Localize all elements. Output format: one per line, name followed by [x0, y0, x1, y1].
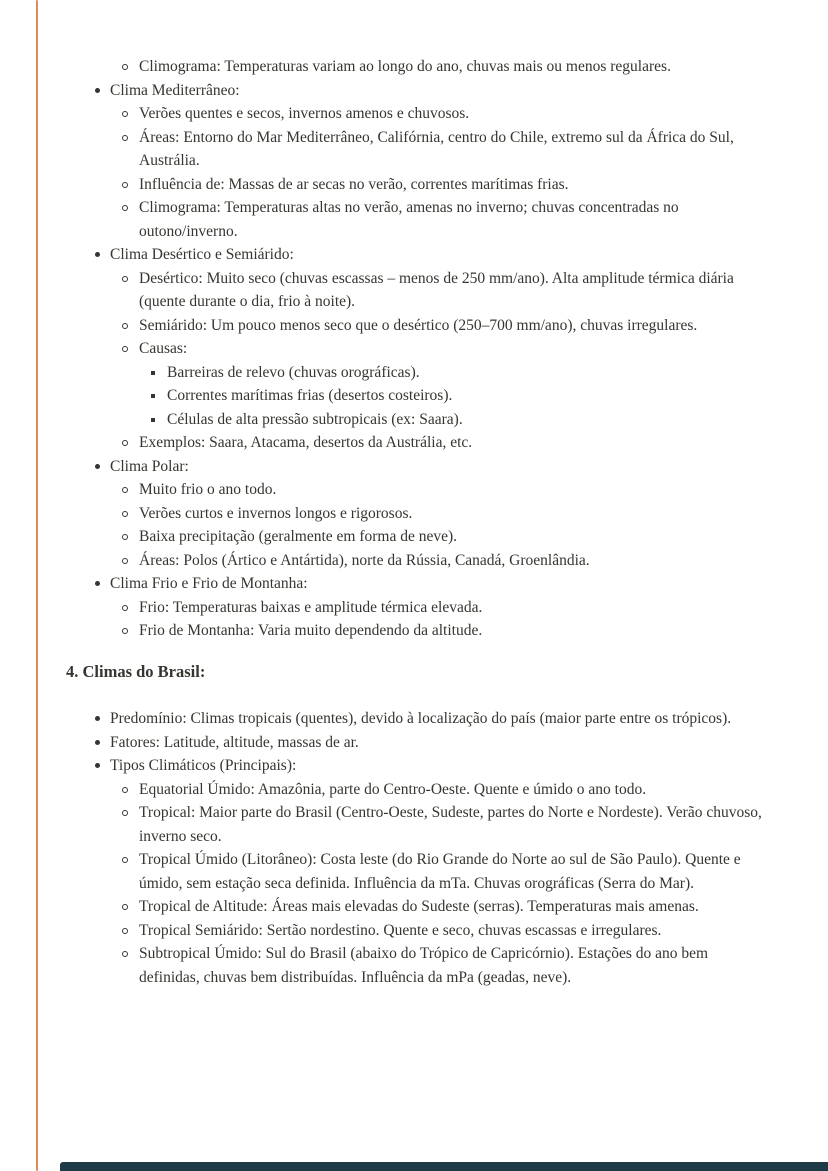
- list-item: [151, 408, 772, 432]
- list-item-text: Tropical Semiárido: Sertão nordestino. Quente e seco, chuvas escassas e irregulares.: [139, 921, 662, 939]
- bullet-disc-icon: [95, 88, 100, 93]
- bullet-disc-icon: [95, 581, 100, 586]
- list-item: [122, 549, 772, 573]
- list-item: [95, 79, 772, 103]
- list-item-text: Áreas: Entorno do Mar Mediterrâneo, Califórnia, centro do Chile, extremo sul da África do Sul, Austrália.: [139, 128, 734, 169]
- list-item-text: Tropical de Altitude: Áreas mais elevadas do Sudeste (serras). Temperaturas mais amenas.: [139, 898, 699, 915]
- bullet-circle-icon: [122, 928, 128, 934]
- bullet-circle-icon: [122, 511, 128, 517]
- bullet-circle-icon: [122, 205, 128, 211]
- list-item: [122, 337, 772, 361]
- list-item: [122, 525, 772, 549]
- list-item: [122, 196, 772, 243]
- list-item-text: Verões curtos e invernos longos e rigorosos.: [139, 504, 413, 522]
- list-item: [122, 267, 772, 314]
- list-item-text: Tropical: Maior parte do Brasil (Centro-Oeste, Sudeste, partes do Norte e Nordeste). Verão chuvoso, inverno seco.: [139, 804, 762, 845]
- bullet-circle-icon: [122, 951, 128, 957]
- list-item: [151, 361, 772, 385]
- list-item-text: Fatores: Latitude, altitude, massas de ar.: [110, 733, 359, 751]
- list-item-text: Clima Mediterrâneo:: [110, 81, 240, 99]
- list-item: [151, 384, 772, 408]
- bullet-circle-icon: [122, 440, 128, 446]
- bullet-circle-icon: [122, 487, 128, 493]
- list-item-text: Áreas: Polos (Ártico e Antártida), norte da Rússia, Canadá, Groenlândia.: [139, 551, 590, 569]
- list-item-text: Frio: Temperaturas baixas e amplitude térmica elevada.: [139, 598, 483, 616]
- list-item: [95, 731, 772, 755]
- bullet-square-icon: [151, 394, 155, 398]
- bullet-disc-icon: [95, 763, 100, 768]
- list-item-text: Verões quentes e secos, invernos amenos e chuvosos.: [139, 105, 470, 122]
- bullet-disc-icon: [95, 716, 100, 721]
- bullet-circle-icon: [122, 534, 128, 540]
- list-item: [122, 919, 772, 943]
- list-item: [122, 778, 772, 802]
- list-item-text: Predomínio: Climas tropicais (quentes), devido à localização do país (maior parte entre os trópicos).: [110, 710, 732, 727]
- next-section-banner: [60, 1162, 828, 1171]
- list-item: [122, 596, 772, 620]
- list-item: [122, 173, 772, 197]
- list-item: [122, 848, 772, 895]
- list-item-text: Clima Desértico e Semiárido:: [110, 246, 294, 263]
- bullet-disc-icon: [95, 740, 100, 745]
- list-item: [122, 895, 772, 919]
- bullet-circle-icon: [122, 628, 128, 634]
- list-item: [95, 243, 772, 267]
- list-item: [122, 431, 772, 455]
- list-item-text: Muito frio o ano todo.: [139, 481, 277, 498]
- bullet-circle-icon: [122, 810, 128, 816]
- list-item-text: Exemplos: Saara, Atacama, desertos da Austrália, etc.: [139, 434, 473, 451]
- bullet-disc-icon: [95, 252, 100, 257]
- list-item-text: Células de alta pressão subtropicais (ex: Saara).: [167, 410, 463, 428]
- list-item-text: Clima Polar:: [110, 457, 189, 475]
- left-accent-line: [36, 0, 38, 1171]
- list-item: [95, 455, 772, 479]
- bullet-circle-icon: [122, 276, 128, 282]
- bullet-circle-icon: [122, 904, 128, 910]
- list-item: [95, 572, 772, 596]
- bullet-circle-icon: [122, 558, 128, 564]
- bullet-circle-icon: [122, 346, 128, 352]
- list-item-text: Desértico: Muito seco (chuvas escassas – menos de 250 mm/ano). Alta amplitude térmica diária (quente durante o dia, frio à noite).: [139, 269, 734, 310]
- list-item-text: Climograma: Temperaturas altas no verão, amenas no inverno; chuvas concentradas no outono/inverno.: [139, 199, 679, 240]
- bullet-circle-icon: [122, 182, 128, 188]
- list-item-text: Subtropical Úmido: Sul do Brasil (abaixo do Trópico de Capricórnio). Estações do ano bem definidas, chuvas bem distribuídas. Influência da mPa (geadas, neve).: [139, 945, 709, 986]
- document-content: [66, 55, 772, 989]
- list-item-text: Tropical Úmido (Litorâneo): Costa leste (do Rio Grande do Norte ao sul de São Paulo). Quente e úmido, sem estação seca definida. Influência da mTa. Chuvas orográficas (Serra do Mar).: [139, 851, 741, 892]
- bullet-disc-icon: [95, 464, 100, 469]
- list-item-text: Clima Frio e Frio de Montanha:: [110, 575, 308, 592]
- list-item: [122, 478, 772, 502]
- list-item-text: Baixa precipitação (geralmente em forma de neve).: [139, 528, 458, 545]
- list-item-text: Barreiras de relevo (chuvas orográficas).: [167, 363, 420, 381]
- list-item: [122, 55, 772, 79]
- list-item: [95, 707, 772, 731]
- list-item: [122, 102, 772, 126]
- list-item-text: Correntes marítimas frias (desertos costeiros).: [167, 387, 453, 404]
- section-heading-climas-do-brasil: 4. Climas do Brasil:: [66, 661, 206, 681]
- list-item: [122, 314, 772, 338]
- list-item-text: Influência de: Massas de ar secas no verão, correntes marítimas frias.: [139, 175, 569, 193]
- list-item-text: Frio de Montanha: Varia muito dependendo da altitude.: [139, 622, 483, 639]
- list-item-text: Equatorial Úmido: Amazônia, parte do Centro-Oeste. Quente e úmido o ano todo.: [139, 780, 647, 798]
- bullet-square-icon: [151, 371, 155, 375]
- list-item: [122, 801, 772, 848]
- bullet-circle-icon: [122, 605, 128, 611]
- list-item: [122, 619, 772, 643]
- bullet-circle-icon: [122, 323, 128, 329]
- bullet-square-icon: [151, 418, 155, 422]
- bullet-circle-icon: [122, 787, 128, 793]
- list-item: [122, 942, 772, 989]
- list-item: [95, 754, 772, 778]
- bullet-circle-icon: [122, 111, 128, 117]
- list-item: [122, 502, 772, 526]
- list-item-text: Semiárido: Um pouco menos seco que o desértico (250–700 mm/ano), chuvas irregulares.: [139, 316, 698, 334]
- list-item-text: Causas:: [139, 340, 188, 357]
- list-item: [122, 126, 772, 173]
- bullet-circle-icon: [122, 857, 128, 863]
- list-item-text: Tipos Climáticos (Principais):: [110, 757, 297, 774]
- list-item-text: Climograma: Temperaturas variam ao longo do ano, chuvas mais ou menos regulares.: [139, 58, 671, 75]
- bullet-circle-icon: [122, 135, 128, 141]
- bullet-circle-icon: [122, 64, 128, 70]
